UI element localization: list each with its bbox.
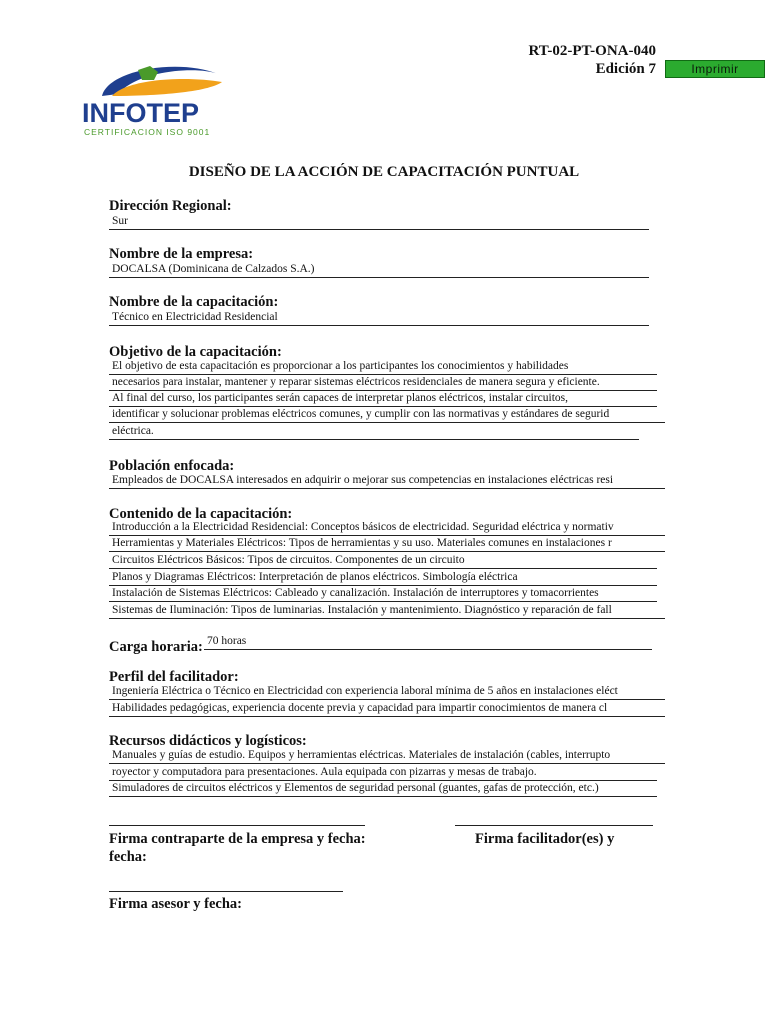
objetivo-line[interactable] bbox=[109, 359, 657, 375]
infotep-logo bbox=[78, 56, 238, 140]
contenido-text: Circuitos Eléctricos Básicos: Tipos de circuitos. Componentes de un circuito bbox=[112, 554, 465, 566]
empresa-label: Nombre de la empresa: bbox=[109, 246, 254, 262]
contenido-text: Sistemas de Iluminación: Tipos de luminarias. Instalación y mantenimiento. Diagnóstico y reparación de fall bbox=[112, 604, 612, 616]
recursos-line[interactable] bbox=[109, 765, 657, 781]
contenido-line[interactable] bbox=[109, 570, 657, 586]
objetivo-text: El objetivo de esta capacitación es proporcionar a los participantes los conocimientos y habilidades bbox=[112, 360, 569, 372]
contenido-line[interactable] bbox=[109, 536, 665, 552]
objetivo-label: Objetivo de la capacitación: bbox=[109, 344, 282, 360]
firma-empresa-text: fecha: bbox=[109, 849, 147, 865]
recursos-text: royector y computadora para presentaciones. Aula equipada con pizarras y mesas de trabajo. bbox=[112, 766, 537, 778]
poblacion-field[interactable] bbox=[109, 473, 665, 489]
print-button[interactable]: Imprimir bbox=[665, 60, 765, 78]
carga-label: Carga horaria: bbox=[109, 639, 203, 655]
firma-empresa-text: Firma contraparte de la empresa y fecha: bbox=[109, 831, 366, 847]
contenido-text: Introducción a la Electricidad Residencial: Conceptos básicos de electricidad. Seguridad eléctrica y normativ bbox=[112, 521, 614, 533]
capacitacion-field[interactable] bbox=[109, 310, 649, 326]
direccion-value: Sur bbox=[112, 215, 128, 227]
logo-wordmark: INFOTEP bbox=[82, 98, 200, 128]
carga-value: 70 horas bbox=[207, 635, 247, 647]
contenido-label: Contenido de la capacitación: bbox=[109, 506, 293, 522]
perfil-label: Perfil del facilitador: bbox=[109, 669, 239, 685]
logo-graphic bbox=[78, 56, 238, 140]
document-code: RT-02-PT-ONA-040 bbox=[528, 43, 656, 59]
empresa-field[interactable] bbox=[109, 262, 649, 278]
contenido-text: Planos y Diagramas Eléctricos: Interpretación de planos eléctricos. Simbología eléctrica bbox=[112, 571, 518, 583]
poblacion-label: Población enfocada: bbox=[109, 458, 235, 474]
recursos-line[interactable] bbox=[109, 781, 657, 797]
contenido-line[interactable] bbox=[109, 520, 665, 536]
objetivo-text: eléctrica. bbox=[112, 425, 154, 437]
logo-subtitle: CERTIFICACION ISO 9001 bbox=[84, 127, 211, 137]
contenido-line[interactable] bbox=[109, 603, 665, 619]
objetivo-line[interactable] bbox=[109, 424, 639, 440]
recursos-text: Simuladores de circuitos eléctricos y Elementos de seguridad personal (guantes, gafas de protección, etc.) bbox=[112, 782, 599, 794]
carga-field[interactable] bbox=[204, 634, 652, 650]
poblacion-value: Empleados de DOCALSA interesados en adquirir o mejorar sus competencias en instalaciones eléctricas resi bbox=[112, 474, 614, 486]
objetivo-text: Al final del curso, los participantes serán capaces de interpretar planos eléctricos, instalar circuitos, bbox=[112, 392, 568, 404]
firma-facilitador-line[interactable] bbox=[455, 825, 653, 826]
firma-asesor-label: Firma asesor y fecha: bbox=[109, 896, 243, 912]
firma-empresa-line[interactable] bbox=[109, 825, 365, 826]
firma-asesor-line[interactable] bbox=[109, 891, 343, 892]
contenido-text: Herramientas y Materiales Eléctricos: Tipos de herramientas y su uso. Materiales comunes en instalaciones r bbox=[112, 537, 612, 549]
objetivo-text: necesarios para instalar, mantener y reparar sistemas eléctricos residenciales de manera segura y eficiente. bbox=[112, 376, 600, 388]
contenido-text: Instalación de Sistemas Eléctricos: Cableado y canalización. Instalación de interruptores y tomacorrientes bbox=[112, 587, 599, 599]
firma-facilitador-label: Firma facilitador(es) y bbox=[475, 831, 615, 847]
perfil-line[interactable] bbox=[109, 684, 665, 700]
objetivo-line[interactable] bbox=[109, 407, 665, 423]
contenido-line[interactable] bbox=[109, 553, 657, 569]
perfil-line[interactable] bbox=[109, 701, 665, 717]
direccion-field[interactable] bbox=[109, 214, 649, 230]
capacitacion-value: Técnico en Electricidad Residencial bbox=[112, 311, 278, 323]
objetivo-line[interactable] bbox=[109, 391, 657, 407]
recursos-line[interactable] bbox=[109, 748, 665, 764]
document-edition: Edición 7 bbox=[595, 61, 656, 77]
objetivo-text: identificar y solucionar problemas eléctricos comunes, y cumplir con las normativas y estándares de segurid bbox=[112, 408, 610, 420]
contenido-line[interactable] bbox=[109, 586, 657, 602]
objetivo-line[interactable] bbox=[109, 375, 657, 391]
recursos-label: Recursos didácticos y logísticos: bbox=[109, 733, 307, 749]
page-title: DISEÑO DE LA ACCIÓN DE CAPACITACIÓN PUNTUAL bbox=[188, 164, 580, 180]
document-code-block bbox=[528, 42, 656, 78]
direccion-label: Dirección Regional: bbox=[109, 198, 232, 214]
empresa-value: DOCALSA (Dominicana de Calzados S.A.) bbox=[112, 263, 315, 275]
recursos-text: Manuales y guías de estudio. Equipos y herramientas eléctricas. Materiales de instalación (cables, interrupto bbox=[112, 749, 611, 761]
perfil-text: Habilidades pedagógicas, experiencia docente previa y capacidad para impartir conocimientos de manera cl bbox=[112, 702, 608, 714]
perfil-text: Ingeniería Eléctrica o Técnico en Electricidad con experiencia laboral mínima de 5 años en instalaciones eléct bbox=[112, 685, 618, 697]
capacitacion-label: Nombre de la capacitación: bbox=[109, 294, 279, 310]
firma-empresa-label bbox=[109, 830, 366, 866]
